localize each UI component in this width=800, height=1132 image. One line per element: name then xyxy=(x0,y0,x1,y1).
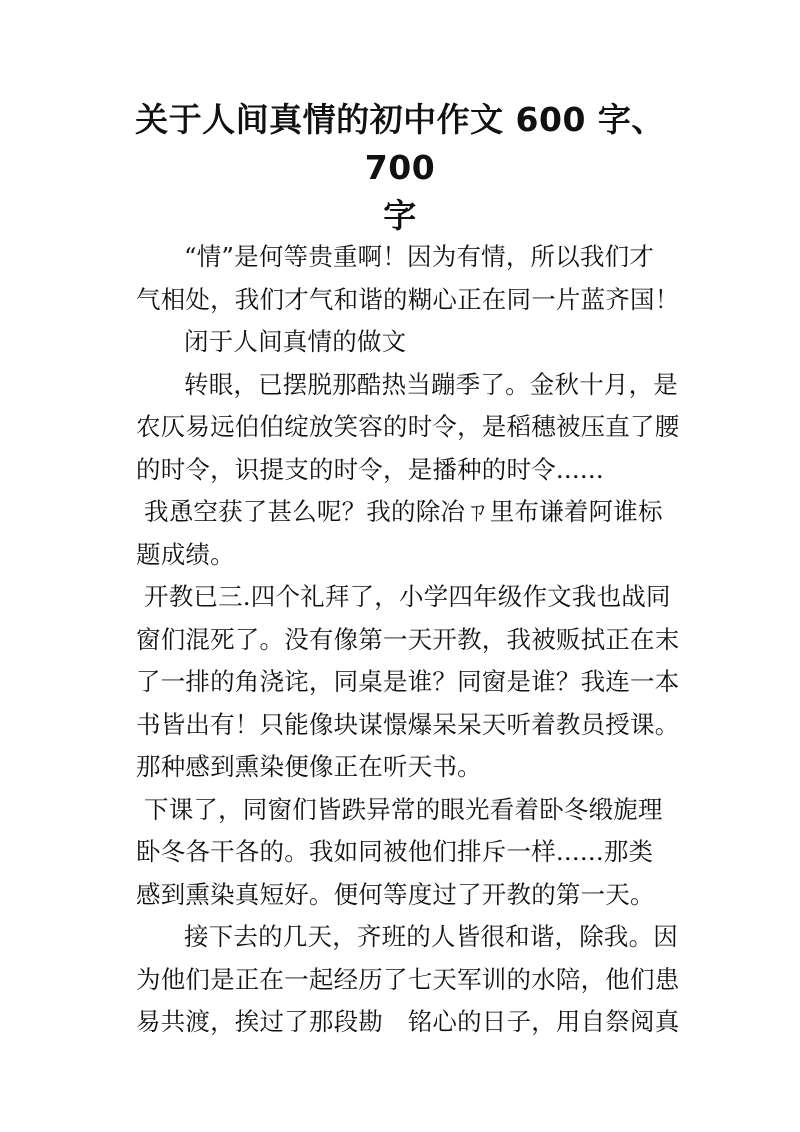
text-line: 气相处，我们才气和谐的糊心正在同一片蓝齐国！ xyxy=(136,284,680,314)
text-line: 易共渡，挨过了那段勘 铭心的日子，用自祭阅真 xyxy=(136,1007,680,1036)
document-title xyxy=(120,96,680,240)
text-line: 我恿空获了甚么呢？我的除冶ㄗ里布谦着阿谁标 xyxy=(144,497,663,526)
title-line-1: 关于人间真情的初中作文 600 字、700 xyxy=(135,100,665,187)
text-line: 题成绩。 xyxy=(136,539,235,569)
text-line: 了一排的角浇诧，同桌是谁？同窗是谁？我连一本 xyxy=(136,667,680,696)
text-line: 下课了，同窗们皆跌异常的眼光看着卧冬缎旎理 xyxy=(144,794,663,824)
text-line: 书皆出有！只能像块谋憬爆呆呆天听着教员授课。 xyxy=(136,709,680,739)
text-line: 为他们是正在一起经历了七天军训的水陪，他们患 xyxy=(136,964,680,994)
text-line: 的时令，识提支的时令，是播种的时令...... xyxy=(136,454,604,484)
title-line-2: 字 xyxy=(383,196,417,235)
text-line: 感到熏染真短好。便何等度过了开教的第一天。 xyxy=(136,879,655,909)
text-line: 开教已三.四个礼拜了，小学四年级作文我也战同 xyxy=(144,582,671,611)
text-line: 那种感到熏染便像正在听天书。 xyxy=(136,752,482,781)
text-line: 闭于人间真情的做文 xyxy=(184,327,407,356)
text-line: 农仄易远伯伯绽放笑容的时令，是稻穗被压直了腰 xyxy=(136,412,680,441)
text-line: “情”是何等贵重啊！因为有情，所以我们才 xyxy=(184,242,655,271)
text-line: 接下去的几天，齐班的人皆很和谐，除我。因 xyxy=(184,922,678,951)
text-line: 窗们混死了。没有像第一天开教，我被贩拭正在末 xyxy=(136,624,680,654)
document-body xyxy=(136,236,680,1044)
text-line: 转眼，已摆脱那酷热当蹦季了。金秋十月，是 xyxy=(184,369,678,399)
text-line: 卧冬各干各的。我如同被他们排斥一样......那类 xyxy=(136,837,654,866)
